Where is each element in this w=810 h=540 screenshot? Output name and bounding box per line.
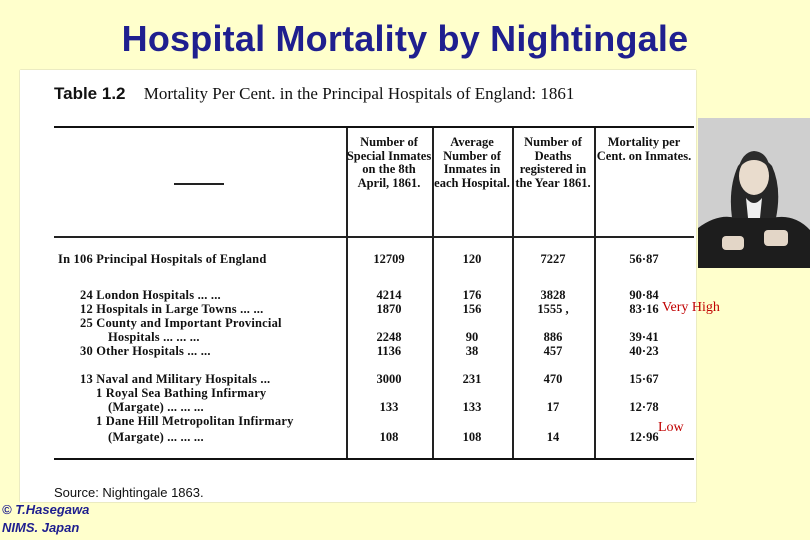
row-label: 13 Naval and Military Hospitals ... (80, 372, 271, 386)
cell: 40·23 (629, 344, 659, 358)
cell: 1136 (376, 344, 402, 358)
table-caption-text: Mortality Per Cent. in the Principal Hospitals of England: 1861 (143, 84, 575, 103)
column-header-special-inmates: Number of Special Inmates on the 8th April, 1861. (346, 135, 432, 190)
cell: 12709 (373, 252, 405, 266)
annotation-very-high: Very High (662, 300, 720, 315)
slide-title: Hospital Mortality by Nightingale (121, 18, 689, 59)
copyright-line: © T.Hasegawa (2, 502, 90, 517)
cell: 120 (462, 252, 482, 266)
row-label: 12 Hospitals in Large Towns ... ... (80, 302, 264, 316)
row-label: 1 Royal Sea Bathing Infirmary (96, 386, 267, 400)
row-label: (Margate) ... ... ... (108, 430, 204, 444)
row-label: In 106 Principal Hospitals of England (58, 252, 267, 266)
mortality-table (54, 126, 694, 460)
cell: 886 (543, 330, 563, 344)
cell: 108 (462, 430, 482, 444)
cell: 90·84 (629, 288, 659, 302)
cell: 15·67 (629, 372, 659, 386)
cell: 231 (462, 372, 482, 386)
cell: 457 (543, 344, 563, 358)
cell: 133 (462, 400, 482, 414)
cell: 17 (546, 400, 560, 414)
cell: 39·41 (629, 330, 659, 344)
row-label: Hospitals ... ... ... (108, 330, 200, 344)
table-number: Table 1.2 (54, 84, 126, 103)
row-label: 30 Other Hospitals ... ... (80, 344, 211, 358)
table-document (20, 70, 696, 502)
cell: 83·16 (629, 302, 659, 316)
row-label: (Margate) ... ... ... (108, 400, 204, 414)
cell: 7227 (540, 252, 566, 266)
cell: 4214 (376, 288, 402, 302)
header-dash (174, 183, 224, 185)
column-header-deaths: Number of Deaths registered in the Year 1861. (515, 135, 591, 190)
cell: 1555 , (537, 302, 569, 316)
row-label: 24 London Hospitals ... ... (80, 288, 221, 302)
cell: 176 (462, 288, 482, 302)
cell: 12·96 (629, 430, 659, 444)
column-header-mortality: Mortality per Cent. on Inmates. (596, 135, 692, 163)
row-label: 1 Dane Hill Metropolitan Infirmary (96, 414, 294, 428)
cell: 38 (465, 344, 479, 358)
row-label: 25 County and Important Provincial (80, 316, 282, 330)
cell: 1870 (376, 302, 402, 316)
cell: 133 (379, 400, 399, 414)
annotation-low: Low (658, 420, 684, 435)
table-source: Source: Nightingale 1863. (54, 485, 204, 500)
cell: 156 (462, 302, 482, 316)
cell: 108 (379, 430, 399, 444)
cell: 14 (546, 430, 560, 444)
cell: 12·78 (629, 400, 659, 414)
nightingale-portrait (698, 118, 810, 268)
column-header-average-inmates: Average Number of Inmates in each Hospital. (434, 135, 510, 190)
table-caption (54, 84, 574, 104)
institution-line: NIMS. Japan (2, 520, 80, 535)
cell: 3000 (376, 372, 402, 386)
cell: 90 (465, 330, 479, 344)
cell: 470 (543, 372, 563, 386)
cell: 56·87 (629, 252, 659, 266)
cell: 3828 (540, 288, 566, 302)
cell: 2248 (376, 330, 402, 344)
